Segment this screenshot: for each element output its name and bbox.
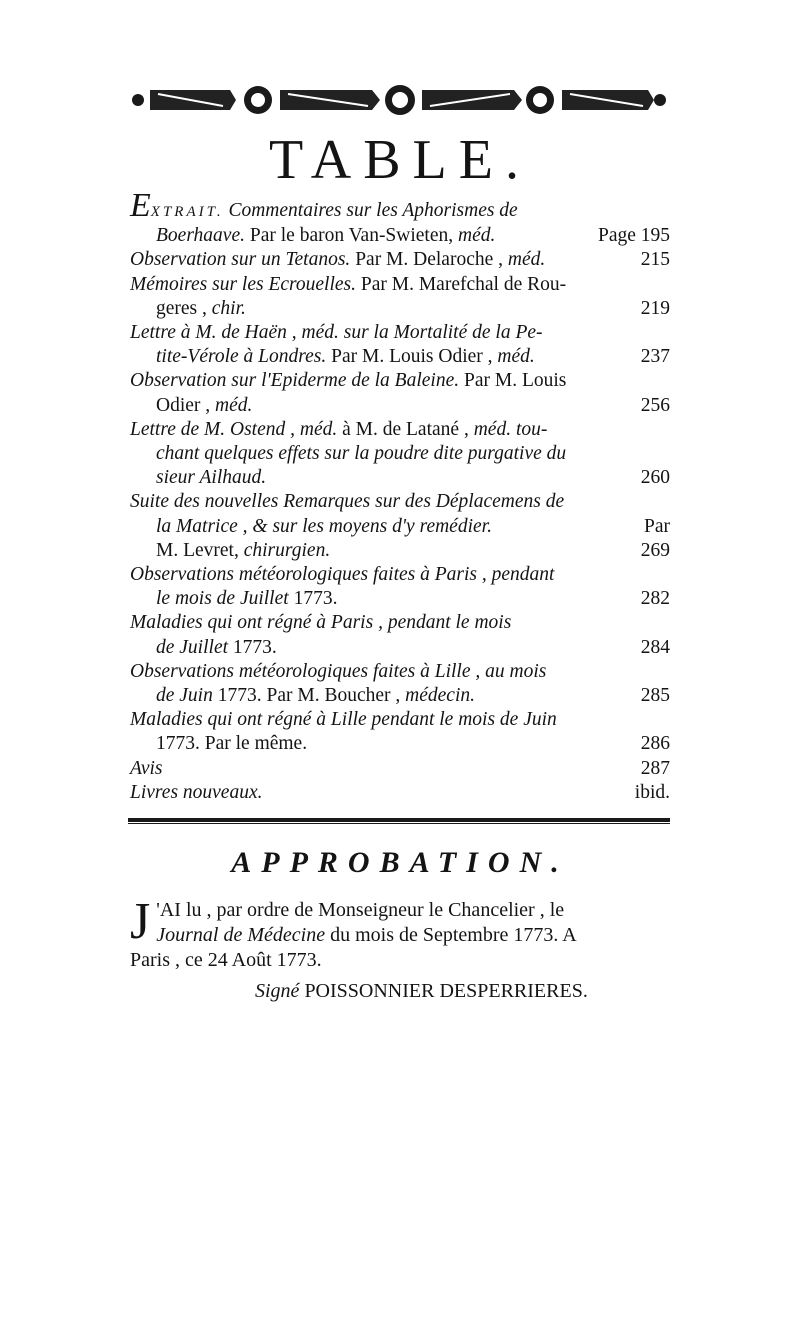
page-number: 215	[640, 249, 670, 271]
page-number: 287	[640, 757, 670, 779]
drop-cap: J	[130, 893, 151, 950]
page-number: 237	[640, 346, 670, 368]
drop-cap: E	[130, 187, 151, 224]
page-number: 260	[640, 467, 670, 489]
page-number: 269	[640, 539, 670, 561]
signature-line: Signé POISSONNIER DESPERRIERES.	[255, 980, 588, 1002]
header-ornament	[128, 80, 670, 120]
page-number: 256	[640, 394, 670, 416]
toc-entry: Lettre de M. Ostend , méd. à M. de Latané , méd. tou- chant quelques effets sur la poudre dite purgative du sieur Ailhaud. 260	[130, 418, 670, 491]
approbation-text: J 'AI lu , par ordre de Monseigneur le Chancelier , le Journal de Médecine du mois de Septembre 1773. A Paris , ce 24 Août 1773.	[130, 893, 577, 971]
page-number: ibid.	[634, 781, 670, 803]
toc-entry: Avis 287	[130, 757, 670, 781]
toc-entry: Lettre à M. de Haën , méd. sur la Mortalité de la Pe- tite-Vérole à Londres. Par M. Louis Odier , méd. 237	[130, 321, 670, 369]
page-number: 195	[640, 225, 670, 247]
toc-entry: Observation sur un Tetanos. Par M. Delaroche , méd. 215	[130, 248, 670, 272]
toc-entry: Suite des nouvelles Remarques sur des Déplacemens de la Matrice , & sur les moyens d'y remédier. Par M. Levret, chirurgien. 269	[130, 490, 670, 563]
page-number: 219	[640, 297, 670, 319]
table-of-contents	[130, 187, 670, 805]
toc-entry: Livres nouveaux. ibid.	[130, 781, 670, 805]
page-number: 284	[640, 636, 670, 658]
toc-entry: EXTRAIT. Commentaires sur les Aphorismes de Boerhaave. Par le baron Van-Swieten, méd. Page 195	[130, 187, 670, 247]
signatory-name: POISSONNIER DESPERRIERES.	[304, 980, 588, 1002]
toc-entry: Maladies qui ont régné à Paris , pendant le mois de Juillet 1773. 284	[130, 611, 670, 659]
page-number: 286	[640, 733, 670, 755]
toc-entry: Observations météorologiques faites à Paris , pendant le mois de Juillet 1773. 282	[130, 563, 670, 611]
page-number: 282	[640, 588, 670, 610]
page-number: 285	[640, 685, 670, 707]
toc-entry: Observations météorologiques faites à Lille , au mois de Juin 1773. Par M. Boucher , médecin. 285	[130, 660, 670, 708]
toc-entry: Maladies qui ont régné à Lille pendant le mois de Juin 1773. Par le même. 286	[130, 708, 670, 756]
section-divider	[128, 818, 670, 824]
approbation-title: APPROBATION.	[231, 846, 569, 879]
toc-entry: Mémoires sur les Ecrouelles. Par M. Marefchal de Rou- geres , chir. 219	[130, 273, 670, 321]
page-title: TABLE.	[269, 129, 531, 191]
toc-entry: Observation sur l'Epiderme de la Baleine. Par M. Louis Odier , méd. 256	[130, 369, 670, 417]
